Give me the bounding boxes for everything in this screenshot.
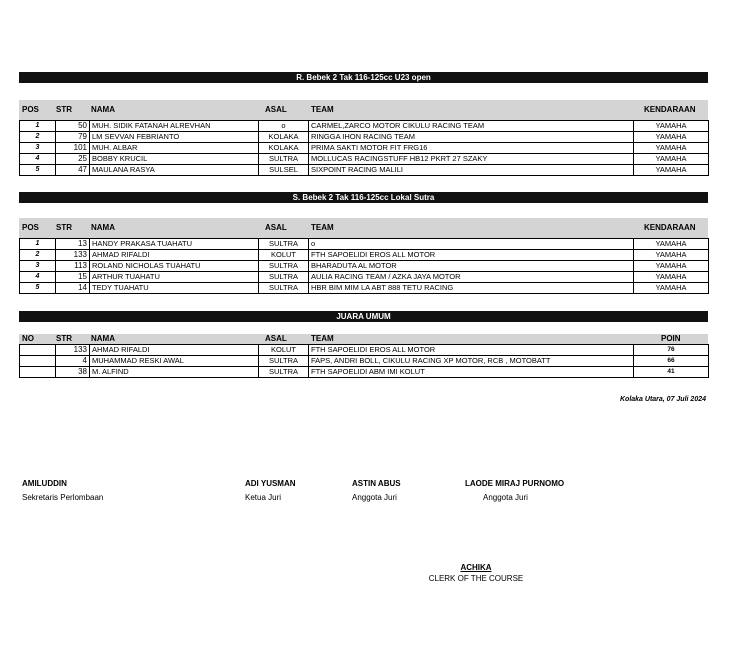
asal-cell: SULTRA: [259, 367, 309, 378]
section-s-bebek-lokal: [19, 192, 708, 294]
signatory-name: ACHIKA: [460, 563, 492, 572]
signatory-role: Ketua Juri: [245, 493, 282, 502]
header-pos: POS: [22, 223, 39, 232]
str-cell: 25: [56, 154, 90, 165]
signatory-role: Anggota Juri: [483, 493, 528, 502]
kendaraan-cell: YAMAHA: [634, 272, 709, 283]
poin-cell: 41: [634, 367, 709, 378]
signatory-name: ASTIN ABUS: [352, 479, 401, 488]
table-row: [20, 356, 709, 367]
table-row: [20, 143, 709, 154]
header-asal: ASAL: [265, 334, 287, 343]
str-cell: 113: [56, 261, 90, 272]
standings-table: [19, 344, 709, 378]
asal-cell: SULTRA: [259, 283, 309, 294]
team-cell: SIXPOINT RACING MALILI: [309, 165, 634, 176]
kendaraan-cell: YAMAHA: [634, 250, 709, 261]
asal-cell: KOLAKA: [259, 132, 309, 143]
kendaraan-cell: YAMAHA: [634, 154, 709, 165]
str-cell: 50: [56, 121, 90, 132]
pos-cell: 2: [20, 250, 56, 261]
table-row: [20, 132, 709, 143]
asal-cell: SULTRA: [259, 272, 309, 283]
asal-cell: o: [259, 121, 309, 132]
str-cell: 79: [56, 132, 90, 143]
header-asal: ASAL: [265, 223, 287, 232]
nama-cell: LM SEVVAN FEBRIANTO: [90, 132, 259, 143]
team-cell: o: [309, 239, 634, 250]
team-cell: CARMEL,ZARCO MOTOR CIKULU RACING TEAM: [309, 121, 634, 132]
section-title: S. Bebek 2 Tak 116-125cc Lokal Sutra: [19, 192, 708, 203]
nama-cell: M. ALFIND: [90, 367, 259, 378]
nama-cell: AHMAD RIFALDI: [90, 345, 259, 356]
table-header: [19, 100, 708, 120]
kendaraan-cell: YAMAHA: [634, 239, 709, 250]
header-poin: POIN: [661, 334, 681, 343]
nama-cell: MAULANA RASYA: [90, 165, 259, 176]
team-cell: FAPS, ANDRI BOLL, CIKULU RACING XP MOTOR, RCB , MOTOBATT: [309, 356, 634, 367]
signature-adi-yusman: [245, 479, 296, 502]
signature-astin-abus: [352, 479, 401, 502]
table-row: [20, 345, 709, 356]
header-no: NO: [22, 334, 34, 343]
str-cell: 47: [56, 165, 90, 176]
table-row: [20, 121, 709, 132]
header-nama: NAMA: [91, 334, 115, 343]
pos-cell: 5: [20, 165, 56, 176]
header-team: TEAM: [311, 334, 334, 343]
header-str: STR: [56, 223, 72, 232]
results-table: [19, 120, 709, 176]
signatory-name: AMILUDDIN: [22, 479, 67, 488]
section-juara-umum: [19, 311, 708, 378]
document-date: Kolaka Utara, 07 Juli 2024: [620, 396, 706, 403]
results-table: [19, 238, 709, 294]
no-cell: [20, 356, 56, 367]
header-team: TEAM: [311, 105, 334, 114]
pos-cell: 1: [20, 121, 56, 132]
signature-laode-miraj: [465, 479, 564, 502]
nama-cell: ROLAND NICHOLAS TUAHATU: [90, 261, 259, 272]
header-pos: POS: [22, 105, 39, 114]
kendaraan-cell: YAMAHA: [634, 283, 709, 294]
asal-cell: KOLUT: [259, 250, 309, 261]
signature-achika: [421, 563, 531, 583]
pos-cell: 4: [20, 272, 56, 283]
pos-cell: 5: [20, 283, 56, 294]
str-cell: 38: [56, 367, 90, 378]
header-str: STR: [56, 105, 72, 114]
header-nama: NAMA: [91, 105, 115, 114]
team-cell: AULIA RACING TEAM / AZKA JAYA MOTOR: [309, 272, 634, 283]
nama-cell: MUH. ALBAR: [90, 143, 259, 154]
team-cell: RINGGA IHON RACING TEAM: [309, 132, 634, 143]
nama-cell: MUHAMMAD RESKI AWAL: [90, 356, 259, 367]
team-cell: FTH SAPOELIDI ABM IMI KOLUT: [309, 367, 634, 378]
kendaraan-cell: YAMAHA: [634, 143, 709, 154]
asal-cell: KOLUT: [259, 345, 309, 356]
kendaraan-cell: YAMAHA: [634, 261, 709, 272]
signatory-role: CLERK OF THE COURSE: [428, 574, 524, 583]
kendaraan-cell: YAMAHA: [634, 132, 709, 143]
str-cell: 15: [56, 272, 90, 283]
pos-cell: 4: [20, 154, 56, 165]
nama-cell: BOBBY KRUCIL: [90, 154, 259, 165]
str-cell: 133: [56, 250, 90, 261]
pos-cell: 2: [20, 132, 56, 143]
section-title: R. Bebek 2 Tak 116-125cc U23 open: [19, 72, 708, 83]
signatory-role: Sekretaris Perlombaan: [22, 493, 104, 502]
section-title: JUARA UMUM: [19, 311, 708, 322]
str-cell: 4: [56, 356, 90, 367]
kendaraan-cell: YAMAHA: [634, 121, 709, 132]
team-cell: BHARADUTA AL MOTOR: [309, 261, 634, 272]
table-header: [19, 334, 708, 344]
signatory-name: ADI YUSMAN: [245, 479, 296, 488]
str-cell: 133: [56, 345, 90, 356]
header-str: STR: [56, 334, 72, 343]
str-cell: 14: [56, 283, 90, 294]
nama-cell: AHMAD RIFALDI: [90, 250, 259, 261]
table-row: [20, 239, 709, 250]
asal-cell: SULSEL: [259, 165, 309, 176]
no-cell: [20, 367, 56, 378]
team-cell: PRIMA SAKTI MOTOR FIT FRG16: [309, 143, 634, 154]
asal-cell: SULTRA: [259, 356, 309, 367]
header-team: TEAM: [311, 223, 334, 232]
str-cell: 101: [56, 143, 90, 154]
section-r-bebek-u23: [19, 72, 708, 176]
pos-cell: 1: [20, 239, 56, 250]
signature-amiluddin: [22, 479, 103, 502]
nama-cell: ARTHUR TUAHATU: [90, 272, 259, 283]
kendaraan-cell: YAMAHA: [634, 165, 709, 176]
team-cell: MOLLUCAS RACINGSTUFF HB12 PKRT 27 SZAKY: [309, 154, 634, 165]
no-cell: [20, 345, 56, 356]
nama-cell: HANDY PRAKASA TUAHATU: [90, 239, 259, 250]
table-row: [20, 272, 709, 283]
asal-cell: SULTRA: [259, 261, 309, 272]
asal-cell: SULTRA: [259, 154, 309, 165]
header-nama: NAMA: [91, 223, 115, 232]
nama-cell: TEDY TUAHATU: [90, 283, 259, 294]
poin-cell: 76: [634, 345, 709, 356]
asal-cell: KOLAKA: [259, 143, 309, 154]
table-row: [20, 250, 709, 261]
team-cell: FTH SAPOELIDI EROS ALL MOTOR: [309, 345, 634, 356]
table-row: [20, 283, 709, 294]
table-header: [19, 218, 708, 238]
header-kendaraan: KENDARAAN: [644, 223, 696, 232]
header-asal: ASAL: [265, 105, 287, 114]
team-cell: HBR BIM MIM LA ABT 888 TETU RACING: [309, 283, 634, 294]
poin-cell: 66: [634, 356, 709, 367]
table-row: [20, 154, 709, 165]
nama-cell: MUH. SIDIK FATANAH ALREVHAN: [90, 121, 259, 132]
pos-cell: 3: [20, 143, 56, 154]
asal-cell: SULTRA: [259, 239, 309, 250]
signatory-role: Anggota Juri: [352, 493, 397, 502]
table-row: [20, 367, 709, 378]
table-row: [20, 165, 709, 176]
pos-cell: 3: [20, 261, 56, 272]
str-cell: 13: [56, 239, 90, 250]
team-cell: FTH SAPOELIDI EROS ALL MOTOR: [309, 250, 634, 261]
table-row: [20, 261, 709, 272]
signatory-name: LAODE MIRAJ PURNOMO: [465, 479, 565, 488]
header-kendaraan: KENDARAAN: [644, 105, 696, 114]
